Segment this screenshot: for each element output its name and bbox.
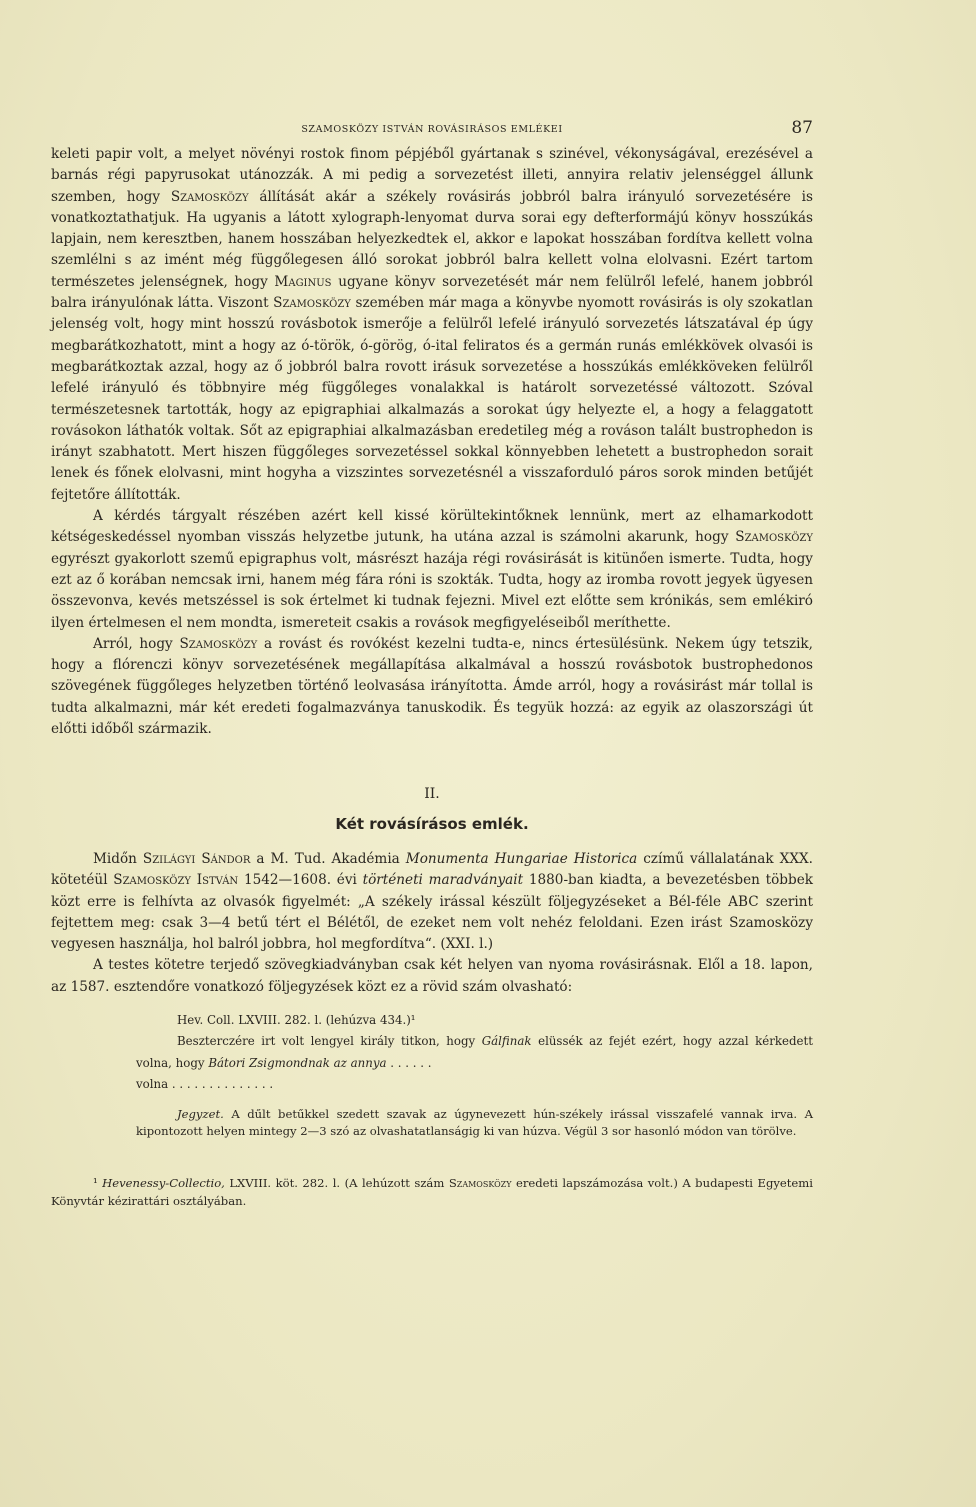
footnote: ¹ Hevenessy-Collectio, LXVIII. köt. 282. l. (A lehúzott szám Szamosközy eredeti lapszámozása volt.) A budapesti Egyetemi Könyvtár kézirattári osztályában. xyxy=(51,1175,813,1208)
page-header xyxy=(51,118,813,144)
main-text xyxy=(51,144,813,998)
section-title: Két rovásírásos emlék. xyxy=(335,814,529,833)
quote-reference: Hev. Coll. LXVIII. 282. l. (lehúzva 434.)¹ xyxy=(177,1012,416,1027)
note-label: Jegyzet. xyxy=(177,1106,224,1121)
running-head: SZAMOSKÖZY ISTVÁN ROVÁSIRÁSOS EMLÉKEI xyxy=(301,124,563,135)
quoted-record xyxy=(136,1010,813,1096)
paragraph-2: A kérdés tárgyalt részében azért kell kissé körültekintőknek lennünk, mert az elhamarkodott kétségeskedéssel nyomban visszás helyzetbe jutunk, ha utána azzal is számolni akarunk, hogy Szamosközy egyrészt gyakorlott szemű epigraphus volt, másrészt hazája régi rovásirását is kitünően ismerte. Tudta, hogy ezt az ő korában nemcsak irni, hanem még fára róni is szokták. Tudta, hogy az iromba rovott jegyek ügyesen összevonva, kevés metszéssel is sok értelmet ki tudnak fejezni. Mivel ezt előtte sem krónikás, sem emlékiró ilyen értelmesen el nem mondta, ismereteit csakis a rovások megfigyeléseiből meríthette. xyxy=(51,508,813,631)
paragraph-4: Midőn Szilágyi Sándor a M. Tud. Akadémia Monumenta Hungariae Historica czímű vállalatának XXX. kötetéül Szamosközy István 1542—1608. évi történeti maradványait 1880-ban kiadta, a bevezetésben többek közt erre is felhívta az olvasók figyelmét: „A székely irással készült följegyzéseket a Bél-féle ABC szerint fejtettem meg: csak 3—4 betű tért el Bélétől, de ezeket nem volt nehéz feloldani. Ezen irást Szamosközy vegyesen használja, hol balról jobbra, hol megfordítva“. (XXI. l.) xyxy=(51,850,813,953)
paragraph-5: A testes kötetre terjedő szövegkiadványban csak két helyen van nyoma rovásirásnak. Elől a 18. lapon, az 1587. esztendőre vonatkozó följegyzések közt ez a rövid szám olvasható: xyxy=(51,957,813,995)
page-number: 87 xyxy=(791,118,813,138)
paragraph-3: Arról, hogy Szamosközy a rovást és rovókést kezelni tudta-e, nincs értesülésünk. Nekem úgy tetszik, hogy a flórenczi könyv sorvezetésének megállapítása alkalmával a hosszú rovásbotok bustrophedonos szövegének függőleges helyzetben történő leolvasása irányította. Ámde arról, hogy a rovásirást már tollal is tudta alkalmazni, már két eredeti fogalmazványa tanuskodik. És tegyük hozzá: az egyik az olaszországi út előtti időből származik. xyxy=(51,635,813,738)
book-page xyxy=(51,118,813,1210)
editorial-note: Jegyzet. A dűlt betűkkel szedett szavak az úgynevezett hún-székely irással visszafelé vannak irva. A kipontozott helyen mintegy 2—3 szó az olvashatatlanságig ki van húzva. Végül 3 sor hasonló módon van törölve. xyxy=(136,1106,813,1138)
quote-text: Beszterczére irt volt lengyel király titkon, hogy Gálfinak elüssék az fejét ezért, hogy azzal kérkedett volna, hogy Bátori Zsigmondnak az annya . . . . . . xyxy=(136,1034,813,1070)
paragraph-1: keleti papir volt, a melyet növényi rostok finom pépjéből gyártanak s szinével, vékonyságával, erezésével a barnás régi papyrusokat utánozzák. A mi pedig a sorvezetést illeti, annyira relativ jelenséggel állunk szemben, hogy Szamosközy állítását akár a székely rovásirás jobbról balra irányuló sorvezetésére is vonatkoztathatjuk. Ha ugyanis a látott xylograph-lenyomat durva sorai egy defterformájú könyv hosszúkás lapjain, nem keresztben, hanem hosszában helyezkedtek el, akkor e lapokat hosszában fordítva kellett volna szemlélni s az imént még függőlegesen álló sorokat jobbról balra kellett volna elolvasni. Ezért tartom természetes jelenségnek, hogy Maginus ugyane könyv sorvezetését már nem felülről lefelé, hanem jobbról balra irányulónak látta. Viszont Szamosközy szemében már maga a könyvbe nyomott rovásirás is oly szokatlan jelenség volt, hogy mint hosszú rovásbotok ismerője a felülről lefelé irányuló sorvezetés látszatával ép úgy megbarátkozhatott, mint a hogy az ó-török, ó-görög, ó-ital feliratos és a germán runás emlékkövek olvasói is megbarátkoztak azzal, hogy az ő jobbról balra rovott irásuk sorvezetése a hosszúkás emlékköveken felülről lefelé irányuló és többnyire még függőleges vonalakkal is határolt sorvezetéssé változott. Szóval természetesnek tartották, hogy az epigraphiai alkalmazás a sorokat úgy helyezte el, a hogy a felaggatott rovásokon láthatók voltak. Sőt az epigraphiai alkalmazásban eredetileg még a rováson talált bustrophedon is irányt szabhatott. Mert hiszen függőleges sorvezetéssel sokkal könnyebben lehetett a bustrophedon sorait lenek és főnek elolvasni, mint hogyha a vizszintes sorvezetésnél a visszaforduló páros sorok minden betűjét fejtetőre állították. xyxy=(51,146,814,503)
quote-ending: volna . . . . . . . . . . . . . . xyxy=(136,1077,274,1092)
section-number: II. xyxy=(424,786,440,803)
